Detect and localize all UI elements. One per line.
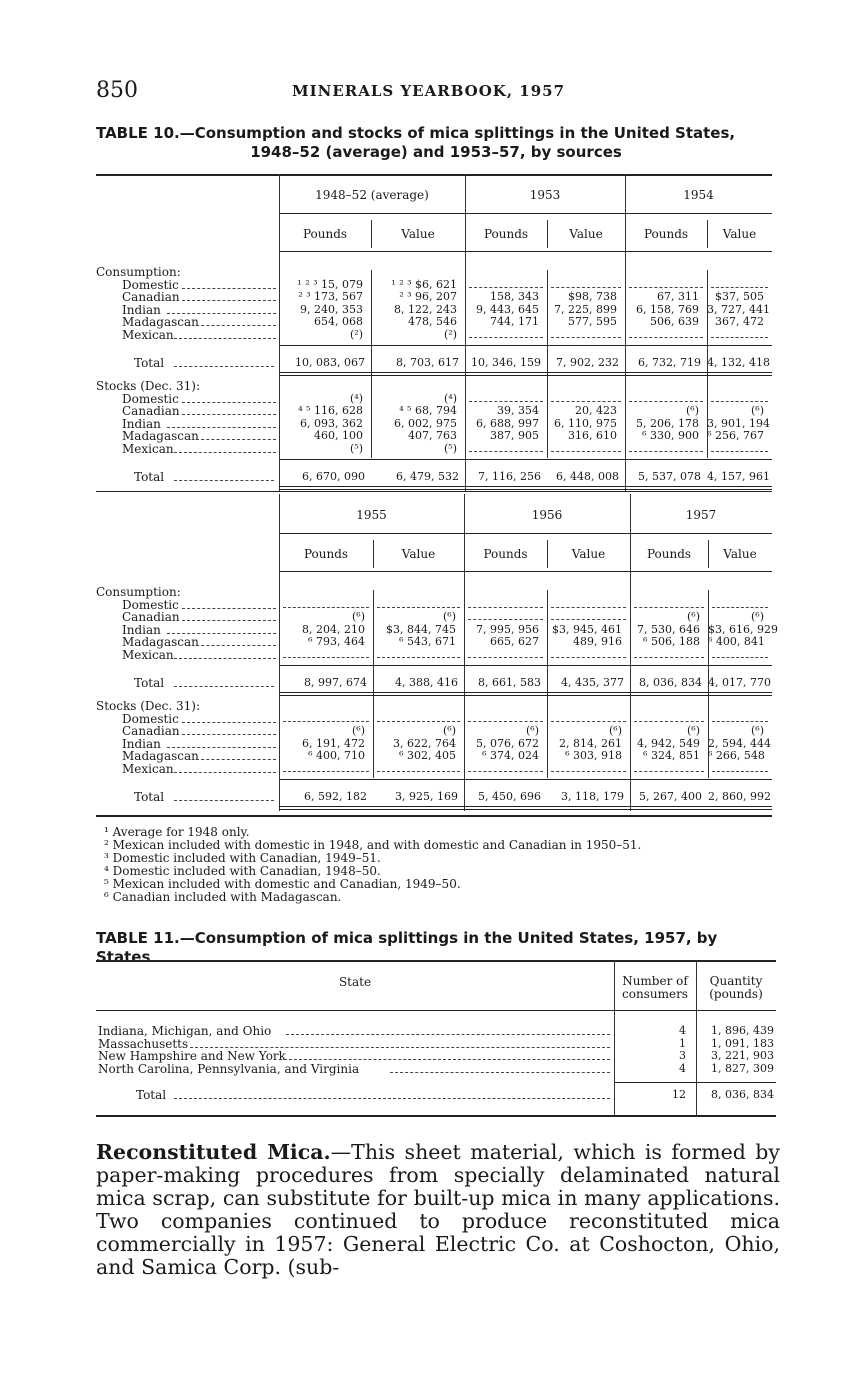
table10-total-cell: 6, 732, 719 (638, 356, 701, 369)
empty-cell-rule (551, 401, 621, 402)
paragraph-heading: Reconstituted Mica. (96, 1140, 331, 1164)
table10-rule (96, 491, 772, 492)
footnote: ¹ Average for 1948 only. (104, 825, 250, 839)
table10-cell: ² ³ 173, 567 (298, 290, 363, 303)
table10-cell: 577, 595 (568, 315, 617, 328)
table10-cell: 7, 530, 646 (637, 622, 700, 636)
table10-colhdr-rule (279, 571, 772, 572)
table10-cell: (⁶) (687, 610, 700, 623)
table10-cell: (⁶) (687, 724, 700, 737)
empty-cell-rule (712, 607, 768, 608)
empty-cell-rule (634, 657, 704, 658)
source-label: Mexican (122, 761, 174, 776)
footnote: ⁴ Domestic included with Canadian, 1948–50. (104, 864, 381, 878)
footnote: ³ Domestic included with Canadian, 1949–51. (104, 851, 381, 865)
table10-total-cell: 7, 902, 232 (556, 356, 619, 369)
table10-cell: $3, 844, 745 (386, 622, 456, 636)
source-label: Canadian (122, 404, 180, 418)
table10-total-cell: 4, 132, 418 (707, 356, 770, 369)
leader-dots (174, 366, 274, 367)
table10-cell: 5, 206, 178 (636, 416, 699, 430)
body-paragraph (96, 1141, 780, 1279)
table10-cell: 6, 158, 769 (636, 302, 699, 316)
table10-cell: ¹ ² ³ 15, 079 (297, 277, 363, 291)
leader-dots (182, 620, 276, 621)
section-label: Consumption: (96, 585, 181, 599)
total-rule (279, 692, 772, 693)
table10-total-cell: 3, 925, 169 (395, 790, 458, 803)
leader-dots (182, 300, 276, 301)
table10-total-cell: 10, 083, 067 (295, 356, 365, 369)
leader-dots (182, 402, 276, 403)
empty-cell-rule (551, 771, 626, 772)
quantity-total: 8, 036, 834 (711, 1088, 774, 1101)
source-label: Mexican (122, 327, 174, 342)
total-label: Total (134, 356, 165, 370)
leader-dots (174, 452, 276, 453)
table10-cell: ⁶ 302, 405 (399, 749, 456, 762)
empty-cell-rule (712, 657, 768, 658)
table10-caption (96, 124, 776, 162)
table10-cell: (⁶) (751, 404, 764, 417)
table11-top-rule (96, 960, 776, 962)
table10-col-divider (625, 174, 626, 491)
empty-cell-rule (469, 451, 543, 452)
footnote: ⁶ Canadian included with Madagascan. (104, 890, 342, 904)
section-label: Stocks (Dec. 31): (96, 699, 200, 713)
table10-cell: (⁶) (751, 610, 764, 623)
leader-dots (196, 325, 276, 326)
table10-col-divider (279, 494, 280, 811)
empty-cell-rule (377, 721, 460, 722)
leader-dots (174, 338, 276, 339)
leader-dots (182, 734, 276, 735)
table10-cell: ⁶ 256, 767 (707, 429, 764, 442)
table10-colhdr-rule (279, 251, 772, 252)
source-label: Mexican (122, 647, 174, 662)
total-label: Total (134, 676, 165, 690)
table10-caption-line2: 1948–52 (average) and 1953–57, by sources (250, 143, 622, 161)
state-name: New Hampshire and New York (98, 1049, 286, 1063)
table10-total-cell: 2, 860, 992 (708, 790, 771, 803)
quantity-header: Quantity (709, 974, 763, 988)
table10-value-header: Value (722, 227, 757, 241)
table10-cell: 3, 901, 194 (707, 416, 770, 430)
source-label: Domestic (122, 597, 179, 612)
total-rule (279, 486, 772, 487)
total-rule (279, 345, 772, 346)
table10-pounds-header: Pounds (303, 547, 349, 561)
total-label: Total (134, 790, 165, 804)
footnote: ⁵ Mexican included with domestic and Canadian, 1949–50. (104, 877, 461, 891)
empty-cell-rule (377, 607, 460, 608)
empty-cell-rule (629, 401, 703, 402)
table10-total-cell: 5, 537, 078 (638, 470, 701, 483)
consumers-total: 12 (672, 1088, 686, 1101)
table10-cell: (⁶) (609, 724, 622, 737)
empty-cell-rule (468, 619, 543, 620)
leader-dots (196, 645, 276, 646)
source-label: Madagascan (122, 749, 199, 763)
empty-cell-rule (711, 401, 768, 402)
source-label: Domestic (122, 711, 179, 726)
leader-dots (190, 1047, 610, 1048)
table10-cell: $98, 738 (568, 290, 617, 303)
table10-value-header: Value (571, 547, 606, 561)
total-rule (279, 806, 772, 807)
source-label: Indian (122, 622, 161, 637)
table10-year-header: 1956 (531, 508, 563, 522)
leader-dots (279, 1059, 610, 1060)
table10-cell: 158, 343 (490, 290, 539, 303)
leader-dots (174, 686, 274, 687)
paragraph-text: —This sheet material, which is formed by paper-making procedures from specially delaminated natural mica scrap, can substitute for built-up mica in many applications. Two companies continued to produce reconstituted mica commercially in 1957: General Electric Co. at Coshocton, Ohio, and Samica Corp. (sub- (96, 1140, 780, 1279)
table10-pounds-header: Pounds (483, 547, 528, 561)
source-label: Domestic (122, 277, 179, 292)
table10-total-cell: 8, 036, 834 (639, 676, 702, 689)
table10-cell: 7, 225, 899 (554, 302, 617, 316)
section-label: Stocks (Dec. 31): (96, 379, 200, 393)
consumers-header: Number of (622, 974, 688, 988)
empty-cell-rule (469, 287, 543, 288)
table10-total-cell: 4, 017, 770 (708, 676, 771, 689)
table10-cell: (⁶) (686, 404, 699, 417)
total-label: Total (136, 1088, 167, 1102)
source-label: Indian (122, 302, 161, 317)
table10-cell: 460, 100 (314, 429, 363, 442)
consumers-header: consumers (622, 987, 688, 1001)
empty-cell-rule (634, 771, 704, 772)
table10-cell: ⁶ 266, 548 (708, 749, 765, 762)
table10-cell: 665, 627 (490, 635, 539, 648)
table10-cell: ⁴ ⁵ 68, 794 (399, 404, 457, 417)
leader-dots (167, 427, 276, 428)
leader-dots (390, 1072, 610, 1073)
total-rule (614, 1082, 776, 1083)
empty-cell-rule (551, 337, 621, 338)
empty-cell-rule (551, 657, 626, 658)
empty-cell-rule (468, 657, 543, 658)
table10-value-header: Value (401, 227, 435, 241)
table10-bottom-rule (96, 815, 772, 817)
total-rule (279, 375, 772, 376)
table10-total-cell: 6, 448, 008 (556, 470, 619, 483)
table10-value-header: Value (569, 227, 603, 241)
table10-cell: (⁴) (350, 391, 363, 405)
empty-cell-rule (551, 721, 626, 722)
empty-cell-rule (468, 721, 543, 722)
empty-cell-rule (712, 771, 768, 772)
table10-year-header: 1953 (529, 188, 561, 202)
table10-cell: (⁶) (352, 610, 365, 623)
empty-cell-rule (377, 657, 460, 658)
quantity-header: (pounds) (709, 987, 763, 1001)
empty-cell-rule (551, 451, 621, 452)
quantity-cell: 1, 896, 439 (711, 1024, 774, 1037)
table10-year-rule (279, 533, 772, 534)
total-rule (279, 372, 772, 373)
table10-cell: 67, 311 (657, 290, 699, 303)
table10-cell: 3, 727, 441 (707, 302, 770, 316)
state-name: North Carolina, Pennsylvania, and Virginia (98, 1061, 360, 1076)
table10-cell: $3, 945, 461 (552, 622, 622, 636)
source-label: Canadian (122, 610, 180, 624)
table10-cell: (⁶) (443, 724, 456, 737)
table10-cell: $3, 616, 929 (708, 622, 778, 636)
empty-cell-rule (469, 337, 543, 338)
table10-cell: ⁶ 303, 918 (565, 749, 622, 762)
empty-cell-rule (629, 337, 703, 338)
table10-total-cell: 8, 661, 583 (478, 676, 541, 689)
empty-cell-rule (469, 401, 543, 402)
table10-total-cell: 6, 592, 182 (304, 790, 367, 803)
leader-dots (196, 759, 276, 760)
table10-total-cell: 4, 435, 377 (561, 676, 624, 689)
leader-dots (174, 1098, 610, 1099)
quantity-cell: 1, 091, 183 (711, 1036, 774, 1050)
footnote: ² Mexican included with domestic in 1948, and with domestic and Canadian in 1950–51. (104, 838, 642, 852)
source-label: Madagascan (122, 315, 199, 329)
table10-pounds-header: Pounds (483, 227, 529, 241)
table10-cell: 478, 546 (408, 315, 457, 328)
table10-cell: 654, 068 (314, 315, 363, 328)
table10-value-header: Value (723, 547, 757, 561)
footnotes (104, 826, 764, 904)
table10-total-cell: 10, 346, 159 (471, 356, 541, 369)
table10-total-cell: 5, 267, 400 (639, 790, 702, 803)
table10-cell: 7, 995, 956 (476, 622, 539, 636)
table10-cell: 20, 423 (575, 404, 617, 417)
table10-cell: (⁶) (751, 724, 764, 737)
page-header (96, 78, 776, 108)
empty-cell-rule (283, 771, 369, 772)
table10-col-divider (630, 494, 631, 811)
table10-cell: 3, 622, 764 (393, 736, 456, 750)
state-name: Massachusetts (98, 1036, 189, 1051)
table10-cell: ¹ ² ³ $6, 621 (391, 277, 457, 291)
empty-cell-rule (283, 721, 369, 722)
consumers-cell: 4 (679, 1024, 686, 1037)
table10-total-cell: 6, 479, 532 (396, 470, 459, 483)
leader-dots (182, 722, 276, 723)
table11 (96, 960, 776, 1118)
table10-top-rule (96, 174, 772, 176)
table10-cell: $37, 505 (715, 290, 764, 303)
table10-year-rule (279, 213, 772, 214)
empty-cell-rule (468, 607, 543, 608)
source-label: Madagascan (122, 429, 199, 443)
source-label: Indian (122, 736, 161, 751)
table10-cell: 4, 942, 549 (637, 736, 700, 750)
table10-col-divider (465, 174, 466, 491)
table10-cell: (⁶) (352, 724, 365, 737)
table10-total-cell: 5, 450, 696 (478, 790, 541, 803)
leader-dots (182, 288, 276, 289)
table10-caption-line1: TABLE 10.—Consumption and stocks of mica splittings in the United States, (96, 124, 736, 142)
running-head: MINERALS YEARBOOK, 1957 (292, 82, 566, 100)
leader-dots (174, 658, 276, 659)
empty-cell-rule (377, 771, 460, 772)
consumers-cell: 1 (679, 1036, 686, 1050)
total-rule (279, 695, 772, 696)
source-label: Mexican (122, 441, 174, 456)
table10-cell: 506, 639 (650, 315, 699, 328)
table10-cell: (²) (444, 327, 457, 341)
table10-pounds-header: Pounds (643, 227, 689, 241)
table10-cell: 9, 443, 645 (476, 302, 539, 316)
table10-cell: ⁶ 400, 710 (308, 749, 365, 762)
leader-dots (182, 414, 276, 415)
empty-cell-rule (711, 451, 768, 452)
table10-cell: 6, 002, 975 (394, 416, 457, 430)
table10-cell: ⁶ 506, 188 (643, 635, 700, 648)
table10-cell: 367, 472 (715, 315, 764, 328)
source-label: Domestic (122, 391, 179, 406)
section-label: Consumption: (96, 265, 181, 279)
empty-cell-rule (283, 607, 369, 608)
table10-cell: 744, 171 (490, 315, 539, 328)
table10-cell: 6, 688, 997 (476, 416, 539, 430)
table10-cell: 8, 122, 243 (394, 302, 457, 316)
source-label: Canadian (122, 290, 180, 304)
table11-bottom-rule (96, 1115, 776, 1117)
table10-total-cell: 8, 997, 674 (304, 676, 367, 689)
table10-year-header: 1948–52 (average) (315, 188, 429, 202)
page-number: 850 (96, 78, 138, 103)
table10-total-cell: 8, 703, 617 (396, 356, 459, 369)
table10-total-cell: 7, 116, 256 (478, 470, 541, 483)
total-rule (279, 809, 772, 810)
empty-cell-rule (551, 607, 626, 608)
empty-cell-rule (711, 337, 768, 338)
table10-cell: ⁶ 330, 900 (642, 429, 699, 442)
table10-cell: 39, 354 (497, 404, 539, 417)
table10-cell: 387, 905 (490, 429, 539, 442)
table10-cell: (⁵) (444, 441, 457, 455)
table10-year-header: 1954 (683, 188, 714, 202)
table10-cell: (⁵) (350, 441, 363, 455)
empty-cell-rule (634, 721, 704, 722)
total-rule (279, 459, 772, 460)
table10-cell: 407, 763 (408, 429, 457, 442)
source-label: Madagascan (122, 635, 199, 649)
table10-year-header: 1957 (685, 508, 717, 522)
table10-cell: 2, 814, 261 (559, 736, 622, 750)
quantity-cell: 3, 221, 903 (711, 1049, 774, 1062)
table10-pounds-header: Pounds (646, 547, 692, 561)
table10-cell: ⁶ 400, 841 (708, 635, 765, 648)
consumers-cell: 4 (679, 1061, 686, 1075)
table10-cell: (⁶) (443, 610, 456, 623)
empty-cell-rule (712, 721, 768, 722)
empty-cell-rule (629, 287, 703, 288)
leader-dots (174, 772, 276, 773)
empty-cell-rule (551, 287, 621, 288)
leader-dots (167, 313, 276, 314)
table10-cell: ⁶ 374, 024 (482, 749, 539, 762)
table11-header-rule (96, 1010, 776, 1011)
state-name: Indiana, Michigan, and Ohio (98, 1024, 272, 1038)
table10 (96, 174, 778, 818)
total-rule (279, 779, 772, 780)
leader-dots (167, 633, 276, 634)
table10-cell: ⁶ 543, 671 (399, 635, 456, 648)
table10-col-divider (464, 494, 465, 811)
quantity-cell: 1, 827, 309 (711, 1061, 774, 1075)
table10-cell: 6, 093, 362 (300, 416, 363, 430)
total-rule (279, 489, 772, 490)
table10-total-cell: 3, 118, 179 (561, 790, 624, 803)
table10-cell: 2, 594, 444 (708, 736, 771, 750)
leader-dots (196, 439, 276, 440)
source-label: Canadian (122, 724, 180, 738)
leader-dots (182, 608, 276, 609)
table10-pounds-header: Pounds (302, 227, 348, 241)
state-header: State (338, 975, 372, 989)
table10-year-header: 1955 (356, 508, 387, 522)
leader-dots (174, 800, 274, 801)
table10-total-cell: 4, 157, 961 (707, 470, 770, 483)
table10-total-cell: 4, 388, 416 (395, 676, 458, 689)
empty-cell-rule (551, 619, 626, 620)
total-rule (279, 665, 772, 666)
table10-cell: (²) (350, 327, 363, 341)
table10-cell: ⁶ 793, 464 (308, 635, 365, 648)
table10-cell: ² ³ 96, 207 (399, 290, 457, 303)
leader-dots (167, 747, 276, 748)
empty-cell-rule (711, 287, 768, 288)
leader-dots (174, 480, 274, 481)
table11-caption: TABLE 11.—Consumption of mica splittings in the United States, 1957, by States (96, 929, 718, 966)
consumers-cell: 3 (679, 1049, 686, 1062)
empty-cell-rule (468, 771, 543, 772)
table10-value-header: Value (401, 547, 436, 561)
table10-cell: (⁴) (444, 391, 457, 405)
empty-cell-rule (629, 451, 703, 452)
table10-cell: 6, 110, 975 (554, 416, 617, 430)
empty-cell-rule (634, 607, 704, 608)
table10-cell: 5, 076, 672 (476, 736, 539, 750)
source-label: Indian (122, 416, 161, 431)
table10-cell: (⁶) (526, 724, 539, 737)
table10-cell: 9, 240, 353 (300, 302, 363, 316)
table10-cell: ⁶ 324, 851 (643, 749, 700, 762)
table10-total-cell: 6, 670, 090 (302, 470, 365, 483)
table10-cell: 8, 204, 210 (302, 622, 365, 636)
table10-cell: 316, 610 (568, 429, 617, 442)
empty-cell-rule (283, 657, 369, 658)
table10-cell: 489, 916 (573, 635, 622, 648)
leader-dots (286, 1034, 610, 1035)
table10-cell: ⁴ ⁵ 116, 628 (298, 404, 363, 417)
total-label: Total (134, 470, 165, 484)
table10-cell: 6, 191, 472 (302, 736, 365, 750)
